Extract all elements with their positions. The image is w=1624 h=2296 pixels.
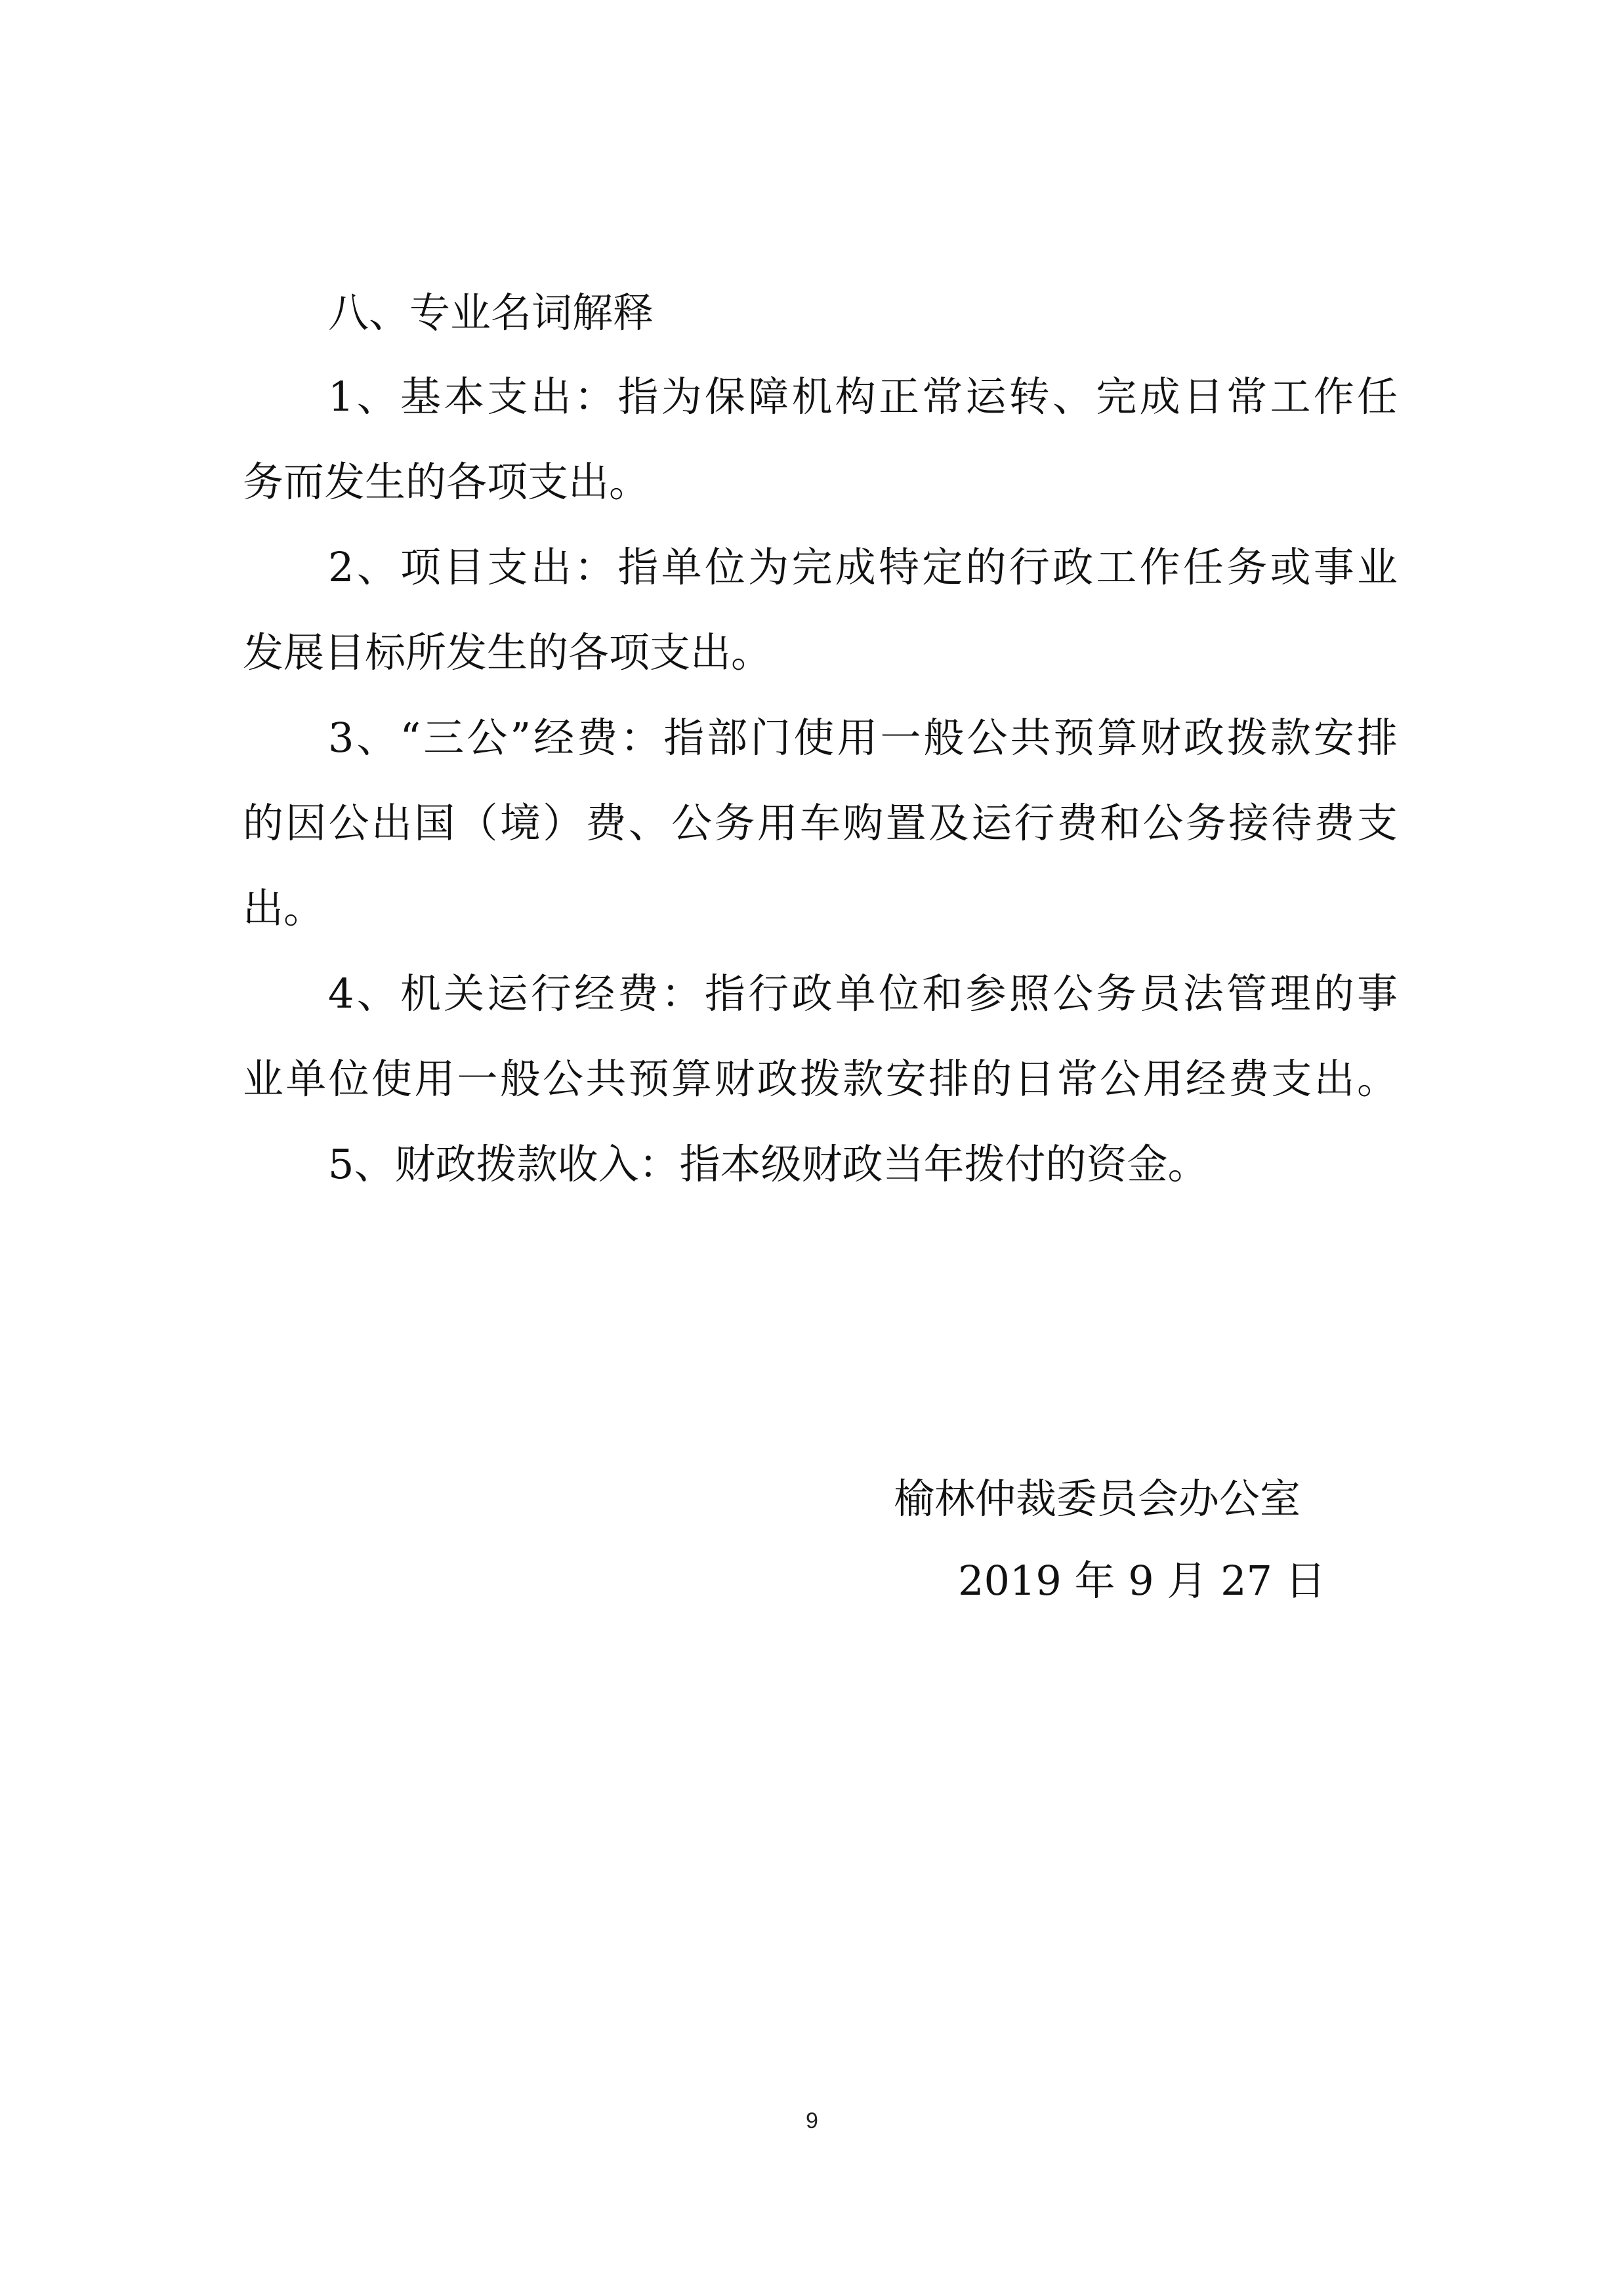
section-heading: 八、专业名词解释 [328, 289, 654, 337]
issuer-signature: 榆林仲裁委员会办公室 [894, 1475, 1301, 1523]
issue-date: 2019 年 9 月 27 日 [958, 1557, 1326, 1605]
definition-basic-expenditure-line-2: 务而发生的各项支出。 [243, 458, 650, 506]
page-number: 9 [806, 2108, 818, 2133]
definition-project-expenditure-line-1: 2、项目支出：指单位为完成特定的行政工作任务或事业 [328, 543, 1398, 591]
definition-three-public-expenses-line-2: 的因公出国（境）费、公务用车购置及运行费和公务接待费支 [243, 799, 1398, 847]
definition-operating-expenses-line-2: 业单位使用一般公共预算财政拨款安排的日常公用经费支出。 [243, 1055, 1398, 1103]
definition-basic-expenditure-line-1: 1、基本支出：指为保障机构正常运转、完成日常工作任 [328, 373, 1398, 420]
definition-project-expenditure-line-2: 发展目标所发生的各项支出。 [243, 628, 772, 676]
definition-operating-expenses-line-1: 4、机关运行经费：指行政单位和参照公务员法管理的事 [328, 970, 1398, 1017]
definition-three-public-expenses-line-1: 3、“三公”经费：指部门使用一般公共预算财政拨款安排 [328, 714, 1398, 762]
definition-three-public-expenses-line-3: 出。 [243, 884, 325, 932]
definition-fiscal-appropriation-income: 5、财政拨款收入：指本级财政当年拨付的资金。 [328, 1140, 1209, 1188]
